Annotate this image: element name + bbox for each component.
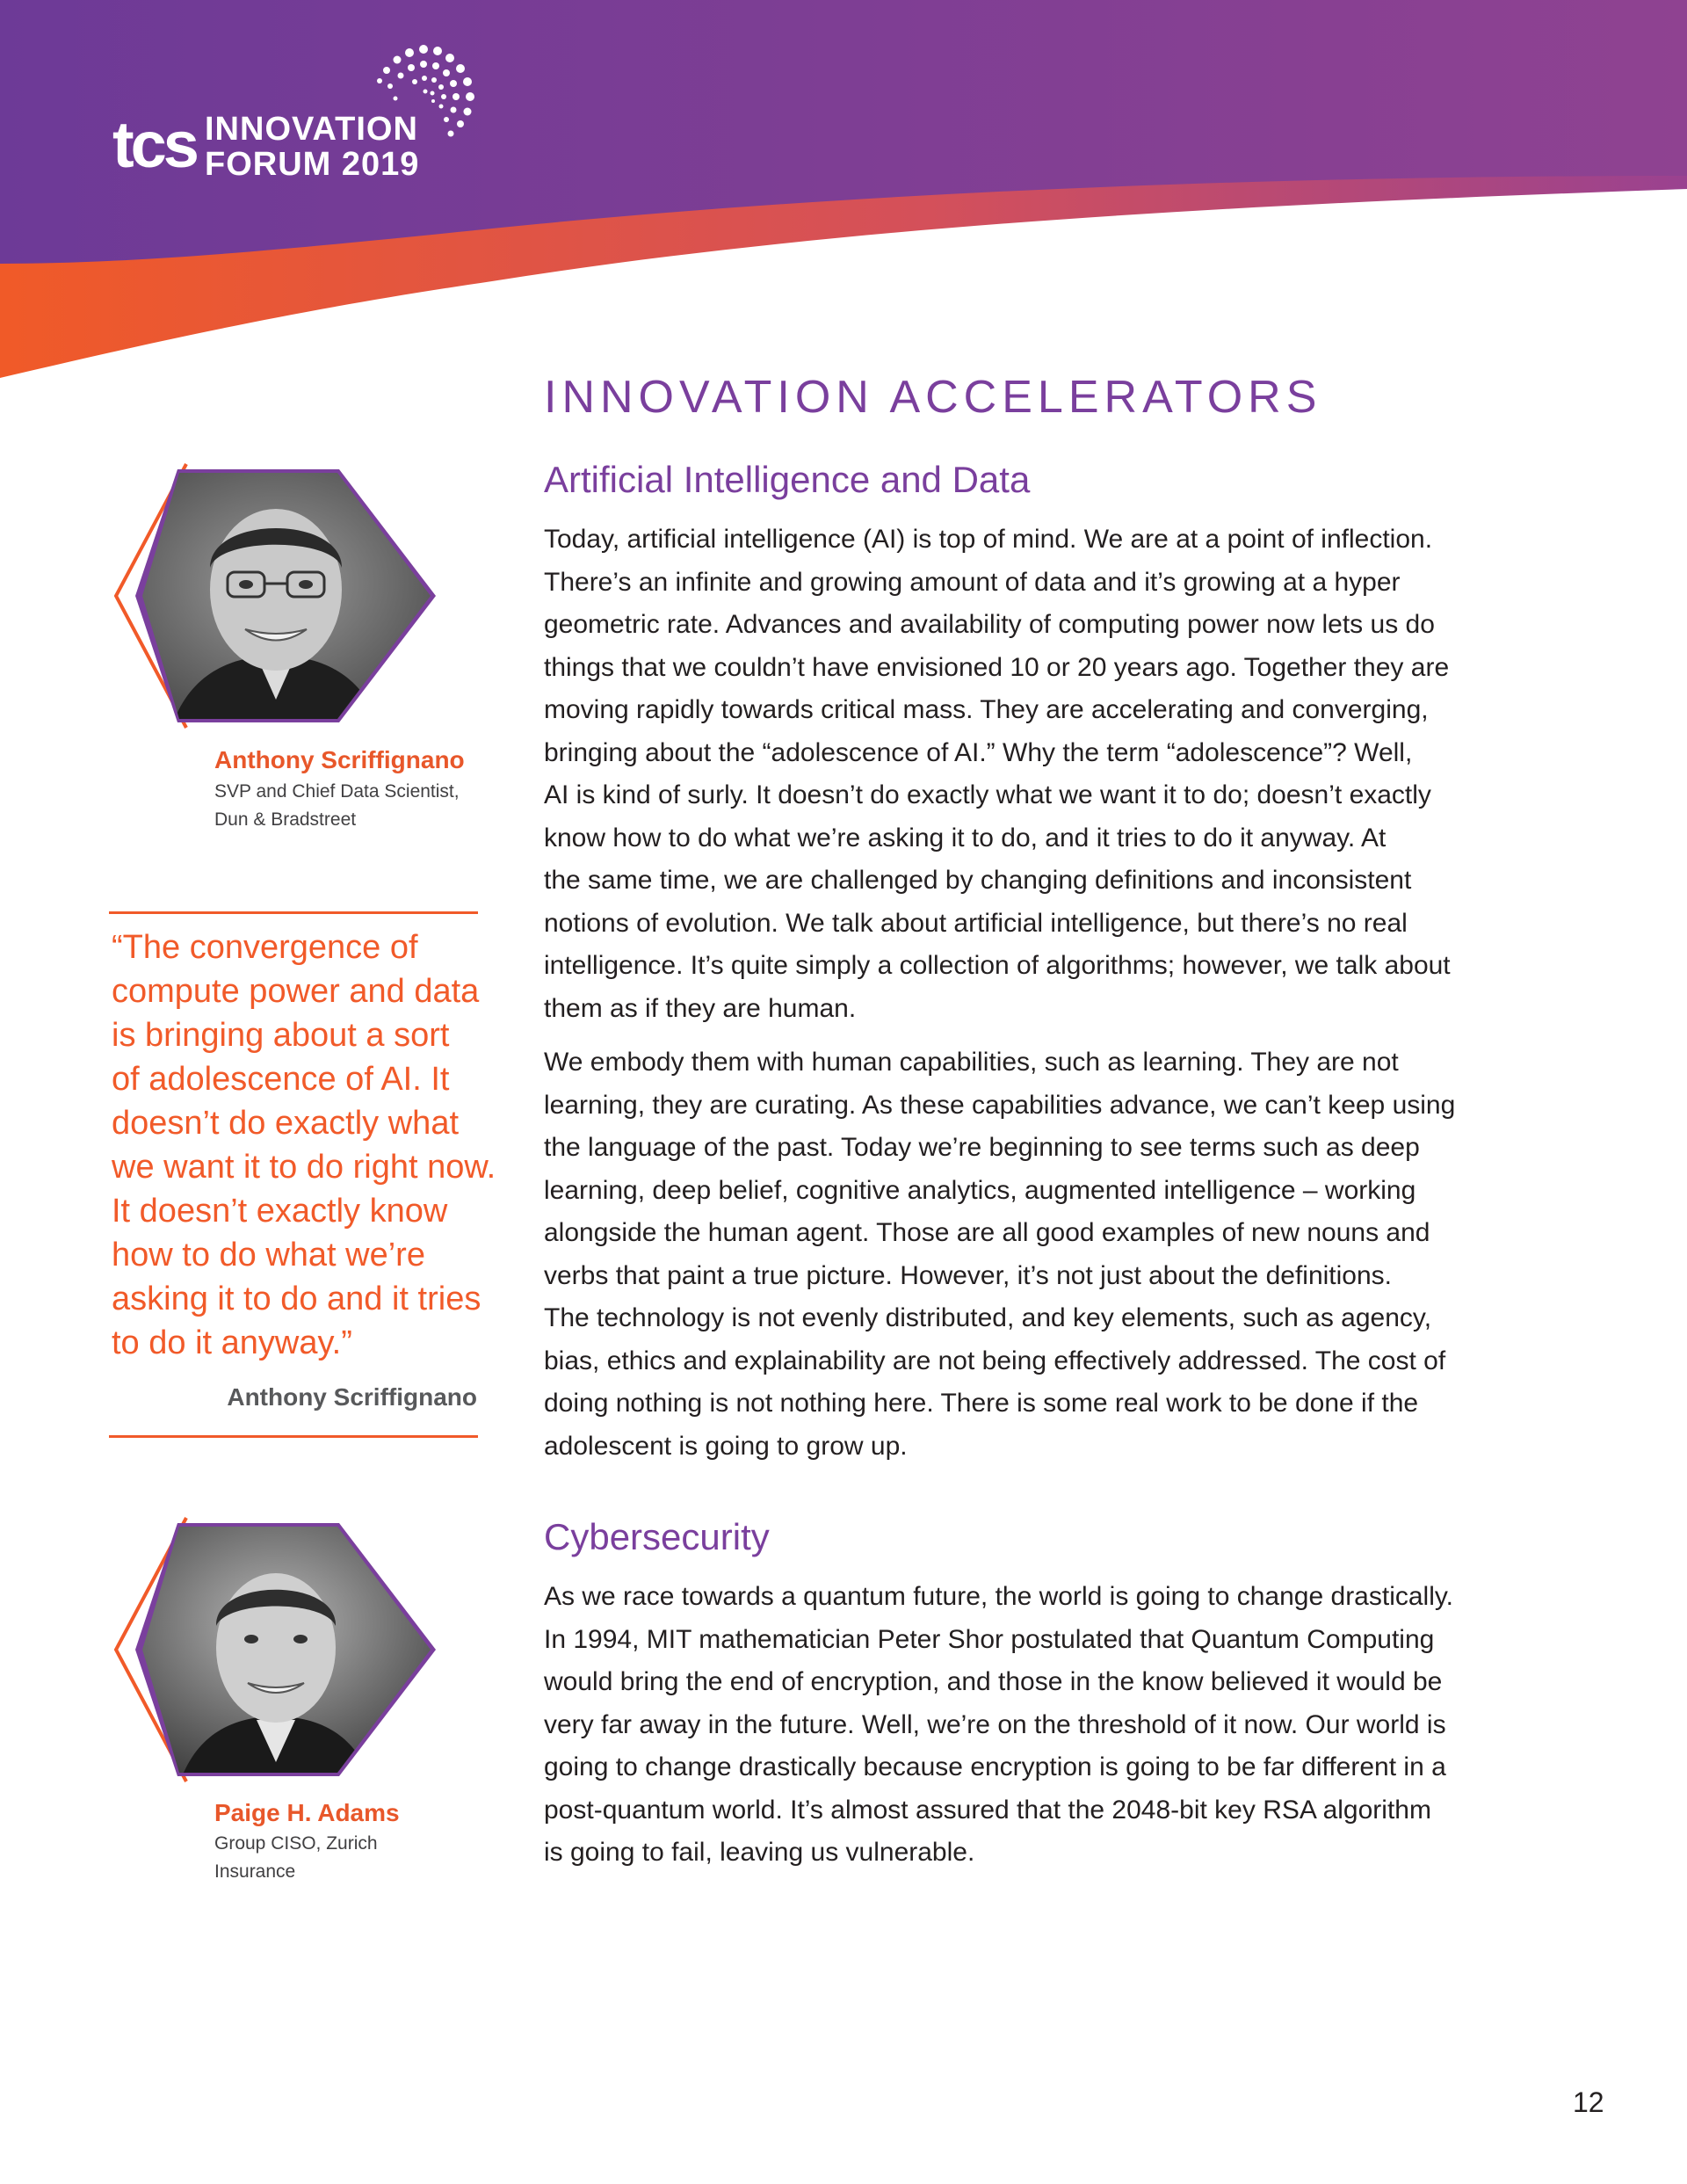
pull-quote-line: is bringing about a sort [112, 1017, 450, 1054]
text-line: the same time, we are challenged by changing definitions and inconsistent [544, 866, 1412, 895]
text-line: learning, deep belief, cognitive analytics, augmented intelligence – working [544, 1175, 1416, 1205]
pull-quote-line: compute power and data [112, 973, 480, 1010]
page-number: 12 [1573, 2086, 1604, 2118]
dotted-arc-icon [369, 35, 483, 149]
pull-quote-line: we want it to do right now. [112, 1149, 496, 1186]
pull-quote-line: to do it anyway.” [112, 1324, 352, 1361]
pull-quote-line: of adolescence of AI. It [112, 1061, 450, 1098]
text-line: intelligence. It’s quite simply a collection of algorithms; however, we talk about [544, 951, 1451, 980]
text-line: bias, ethics and explainability are not being effectively addressed. The cost of [544, 1346, 1446, 1375]
text-line: moving rapidly towards critical mass. They are accelerating and converging, [544, 695, 1429, 724]
text-line: In 1994, MIT mathematician Peter Shor postulated that Quantum Computing [544, 1624, 1435, 1654]
text-line: The technology is not evenly distributed, and key elements, such as agency, [544, 1303, 1432, 1332]
text-line: We embody them with human capabilities, such as learning. They are not [544, 1048, 1399, 1077]
pull-quote-line: doesn’t do exactly what [112, 1105, 460, 1142]
logo-line-2: FORUM 2019 [205, 146, 420, 183]
header-banner [0, 0, 1687, 387]
text-line: There’s an infinite and growing amount of data and it’s growing at a hyper [544, 567, 1401, 597]
logo-line-1: INNOVATION [205, 111, 418, 148]
text-line: notions of evolution. We talk about artificial intelligence, but there’s no real [544, 908, 1408, 938]
text-line: would bring the end of encryption, and those in the know believed it would be [544, 1667, 1443, 1696]
speaker-title-line: Dun & Bradstreet [214, 809, 357, 830]
text-line: bringing about the “adolescence of AI.” Why the term “adolescence”? Well, [544, 737, 1413, 767]
pull-quote-line: It doesn’t exactly know [112, 1193, 448, 1230]
text-line: verbs that paint a true picture. However, it’s not just about the definitions. [544, 1260, 1392, 1290]
logo-brand: tcs [112, 108, 196, 181]
text-line: the language of the past. Today we’re beginning to see terms such as deep [544, 1133, 1420, 1162]
tcs-innovation-forum-logo [105, 35, 474, 185]
text-line: very far away in the future. Well, we’re on the threshold of it now. Our world is [544, 1709, 1446, 1739]
quote-rule-bottom [109, 1435, 478, 1438]
text-line: Today, artificial intelligence (AI) is top of mind. We are at a point of inflection. [544, 525, 1433, 554]
ai-paragraph-1 [544, 519, 1493, 1030]
text-line: As we race towards a quantum future, the world is going to change drastically. [544, 1582, 1453, 1611]
ai-paragraph-2 [544, 1041, 1493, 1468]
pull-quote-author: Anthony Scriffignano [227, 1383, 477, 1411]
text-line: things that we couldn’t have envisioned 10 or 20 years ago. Together they are [544, 652, 1450, 682]
text-line: them as if they are human. [544, 993, 857, 1023]
text-line: doing nothing is not nothing here. There is some real work to be done if the [544, 1389, 1419, 1418]
speaker-name: Paige H. Adams [214, 1799, 400, 1826]
text-line: adolescent is going to grow up. [544, 1431, 908, 1461]
pull-quote [112, 925, 496, 1365]
pull-quote-line: “The convergence of [112, 929, 418, 966]
speaker-title [214, 778, 460, 834]
text-line: learning, they are curating. As these capabilities advance, we can’t keep using [544, 1090, 1456, 1120]
text-line: post-quantum world. It’s almost assured that the 2048-bit key RSA algorithm [544, 1795, 1431, 1825]
speaker-title-line: Insurance [214, 1861, 296, 1882]
speaker-photo-anthony [109, 462, 443, 735]
text-line: geometric rate. Advances and availability of computing power now lets us do [544, 610, 1435, 639]
speaker-title-line: Group CISO, Zurich [214, 1833, 378, 1854]
text-line: know how to do what we’re asking it to do, and it tries to do it anyway. At [544, 823, 1387, 853]
pull-quote-line: asking it to do and it tries [112, 1281, 481, 1317]
pull-quote-line: how to do what we’re [112, 1237, 425, 1273]
speaker-title-line: SVP and Chief Data Scientist, [214, 781, 460, 802]
speaker-name: Anthony Scriffignano [214, 746, 465, 773]
ai-section-heading: Artificial Intelligence and Data [544, 459, 1031, 500]
cyber-section-heading: Cybersecurity [544, 1516, 770, 1557]
text-line: alongside the human agent. Those are all good examples of new nouns and [544, 1218, 1430, 1247]
quote-rule-top [109, 911, 478, 914]
cyber-paragraph-1 [544, 1576, 1493, 1875]
speaker-photo-paige [109, 1516, 443, 1789]
speaker-title [214, 1830, 378, 1886]
section-title: INNOVATION ACCELERATORS [544, 372, 1322, 423]
text-line: AI is kind of surly. It doesn’t do exactly what we want it to do; doesn’t exactly [544, 780, 1431, 809]
text-line: going to change drastically because encryption is going to be far different in a [544, 1752, 1446, 1781]
text-line: is going to fail, leaving us vulnerable. [544, 1838, 975, 1867]
